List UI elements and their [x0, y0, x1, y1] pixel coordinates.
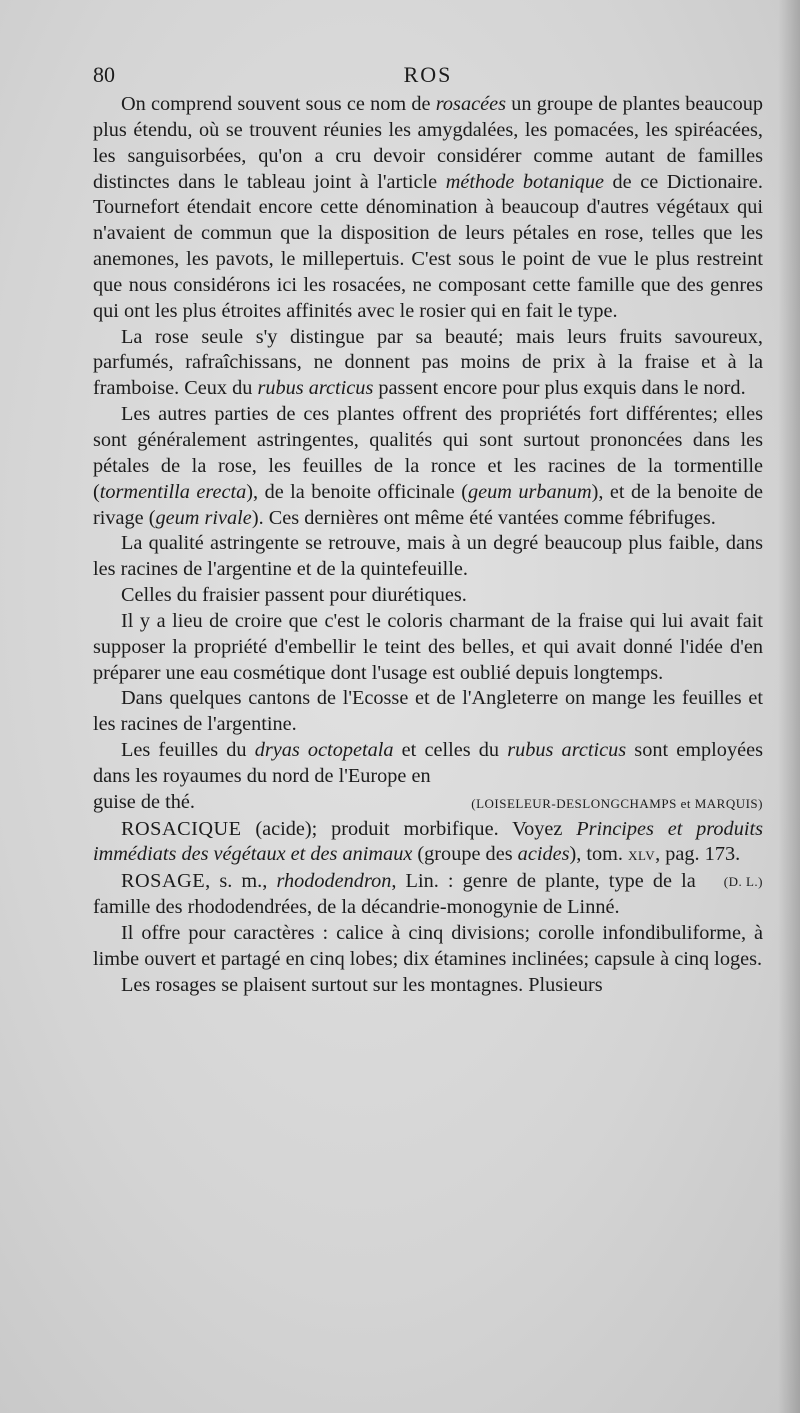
headword-rosacique: ROSACIQUE — [121, 817, 242, 840]
body-text — [93, 92, 763, 999]
paragraph-rose-fruits: La rose seule s'y distingue par sa beauté; mais leurs fruits savoureux, parfumés, rafraîchissans, ne donnent pas moins de prix à la fraise et à la framboise. Ceux du rubus arcticus passent encore pour plus exquis dans le nord. — [93, 325, 763, 400]
entry-rosage: ROSAGE, s. m., rhododendron, Lin. : genre de plante, type de la famille des rhododendrées, de la décandrie-monogynie de Linné. — [93, 870, 696, 919]
author-signature: (LOISELEUR-DESLONGCHAMPS et MARQUIS) — [471, 795, 763, 811]
paragraph-fraisier: Celles du fraisier passent pour diurétiques. — [121, 584, 467, 607]
headword-rosage: ROSAGE — [121, 870, 206, 893]
page-number: 80 — [93, 62, 115, 87]
entry-rosacique: ROSACIQUE (acide); produit morbifique. Voyez Principes et produits immédiats des végétaux et des animaux (groupe des acides), tom. XLV, pag. 173. (D. L.) — [93, 817, 763, 870]
signature-line-1: guise de thé. (LOISELEUR-DESLONGCHAMPS et MARQUIS) — [93, 790, 763, 813]
page-edge-shadow — [778, 0, 800, 1413]
paragraph-astringent: La qualité astringente se retrouve, mais à un degré beaucoup plus faible, dans les racines de l'argentine et de la quintefeuille. — [93, 532, 763, 581]
paragraph-fraise-coloris: Il y a lieu de croire que c'est le coloris charmant de la fraise qui lui avait fait supposer la propriété d'embellir le teint des belles, et qui avait donné l'idée d'en préparer une eau cosmétique dont l'usage est oublié depuis longtemps. — [93, 609, 763, 684]
paragraph-rosage-habitat: Les rosages se plaisent surtout sur les montagnes. Plusieurs — [121, 973, 603, 996]
paragraph-ecosse: Dans quelques cantons de l'Ecosse et de l'Angleterre on mange les feuilles et les racines de l'argentine. — [93, 687, 763, 736]
paragraph-rosacees-definition: On comprend souvent sous ce nom de rosacées un groupe de plantes beaucoup plus étendu, où se trouvent réunies les amygdalées, les pomacées, les spiréacées, les sanguisorbées, qu'on a cru devoir considérer comme autant de familles distinctes dans le tableau joint à l'article méthode botanique de ce Dictionaire. Tournefort étendait encore cette dénomination à beaucoup d'autres végétaux qui n'avaient de commun que la disposition de leurs pétales en rose, telles que les anemones, les pavots, le millepertuis. C'est sous le point de vue le plus restreint que nous considérons ici les rosacées, ne composant cette famille que des genres qui ont les plus étroites affinités avec le rosier qui en fait le type. — [93, 93, 763, 322]
running-head: ROS — [403, 62, 453, 87]
author-signature-dl: (D. L.) — [723, 874, 763, 890]
paragraph-dryas: Les feuilles du dryas octopetala et celles du rubus arcticus sont employées dans les royaumes du nord de l'Europe en — [93, 739, 763, 787]
paragraph-properties: Les autres parties de ces plantes offrent des propriétés fort différentes; elles sont généralement astringentes, qualités qui sont surtout prononcées dans les pétales de la rose, les feuilles de la ronce et les racines de la tormentille (tormentilla erecta), de la benoite officinale (geum urbanum), et de la benoite de rivage (geum rivale). Ces dernières ont même été vantées comme fébrifuges. — [93, 403, 763, 529]
page-header — [93, 62, 763, 92]
paragraph-rosage-characters: Il offre pour caractères : calice à cinq divisions; corolle infondibuliforme, à limbe ouvert et partagé en cinq lobes; dix étamines inclinées; capsule à cinq loges. — [93, 922, 763, 970]
